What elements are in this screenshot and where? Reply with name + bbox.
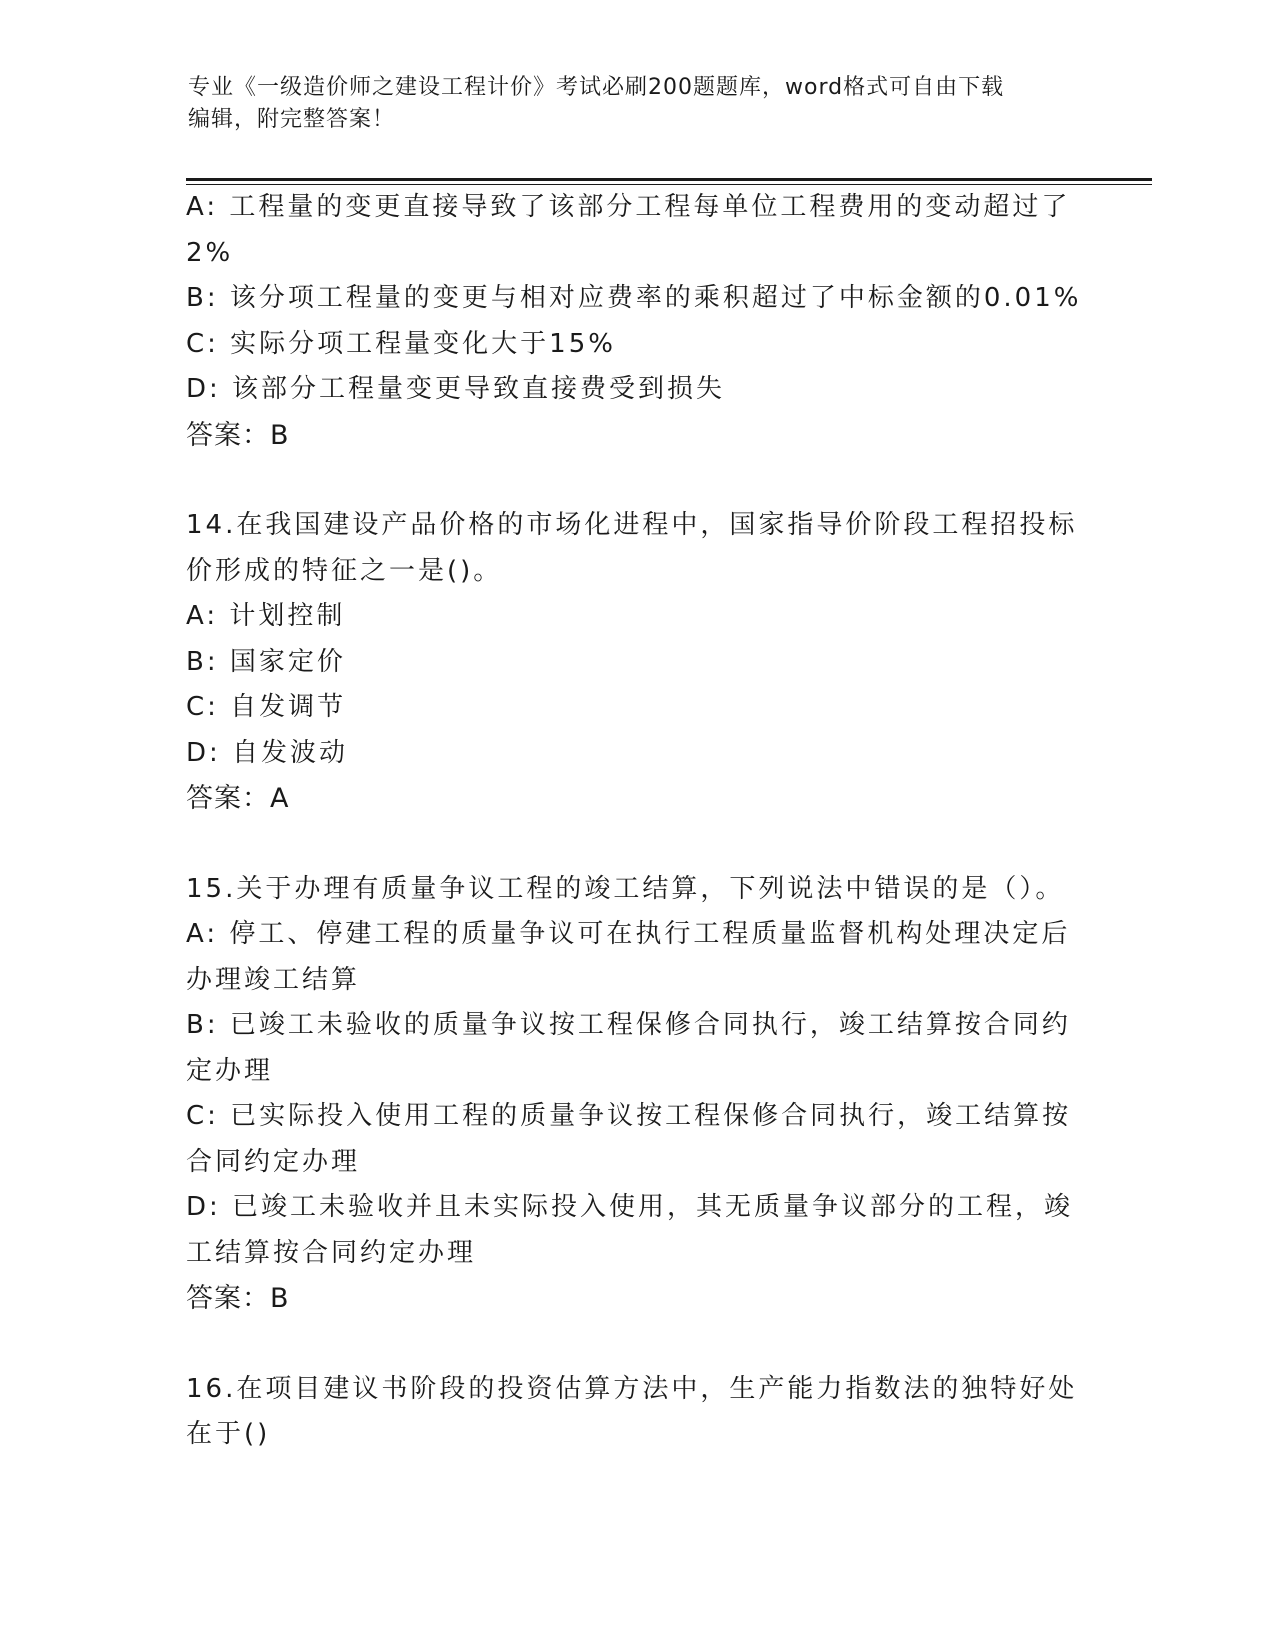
q13-option-a-line-2: 2% xyxy=(186,237,234,268)
q13-option-c: C: 实际分项工程量变化大于15% xyxy=(186,328,616,359)
header-title-line-1: 专业《一级造价师之建设工程计价》考试必刷200题题库，word格式可自由下载 xyxy=(188,75,1005,100)
spacer xyxy=(186,1322,1086,1367)
spacer xyxy=(186,458,1086,503)
q14-stem-line-2: 价形成的特征之一是()。 xyxy=(186,555,503,586)
header-title-line-2: 编辑，附完整答案！ xyxy=(188,107,396,132)
q15-option-b-line-1: B: 已竣工未验收的质量争议按工程保修合同执行，竣工结算按合同约 xyxy=(186,1010,1071,1040)
q16-stem-line-1: 16.在项目建议书阶段的投资估算方法中，生产能力指数法的独特好处 xyxy=(186,1373,1078,1404)
question-14-block xyxy=(186,503,1086,822)
question-13-block xyxy=(186,185,1086,458)
q13-answer: 答案：B xyxy=(186,419,290,451)
q14-option-b: B: 国家定价 xyxy=(186,646,346,677)
header-divider-thick xyxy=(186,178,1152,181)
q14-option-d: D: 自发波动 xyxy=(186,737,349,768)
q13-option-b: B: 该分项工程量的变更与相对应费率的乘积超过了中标金额的0.01% xyxy=(186,283,1082,313)
q16-stem-line-2: 在于() xyxy=(186,1419,271,1449)
q15-option-a-line-1: A: 停工、停建工程的质量争议可在执行工程质量监督机构处理决定后 xyxy=(186,919,1071,949)
q14-option-c: C: 自发调节 xyxy=(186,692,347,722)
spacer xyxy=(186,822,1086,867)
question-list xyxy=(186,185,1086,1458)
q15-option-d-line-1: D: 已竣工未验收并且未实际投入使用，其无质量争议部分的工程，竣 xyxy=(186,1192,1074,1222)
document-header xyxy=(188,72,1088,136)
q14-stem-line-1: 14.在我国建设产品价格的市场化进程中，国家指导价阶段工程招投标 xyxy=(186,510,1078,540)
q15-option-b-line-2: 定办理 xyxy=(186,1055,274,1086)
q15-option-a-line-2: 办理竣工结算 xyxy=(186,964,361,995)
q13-option-a-line-1: A: 工程量的变更直接导致了该部分工程每单位工程费用的变动超过了 xyxy=(186,192,1071,222)
question-16-block xyxy=(186,1367,1086,1458)
q14-option-a: A: 计划控制 xyxy=(186,601,346,631)
question-15-block xyxy=(186,867,1086,1322)
q15-option-d-line-2: 工结算按合同约定办理 xyxy=(186,1237,477,1268)
q15-option-c-line-1: C: 已实际投入使用工程的质量争议按工程保修合同执行，竣工结算按 xyxy=(186,1101,1072,1131)
q14-answer: 答案：A xyxy=(186,783,290,814)
q13-option-d: D: 该部分工程量变更导致直接费受到损失 xyxy=(186,374,726,404)
q15-answer: 答案：B xyxy=(186,1283,290,1314)
q15-stem: 15.关于办理有质量争议工程的竣工结算，下列说法中错误的是（）。 xyxy=(186,873,1065,904)
q15-option-c-line-2: 合同约定办理 xyxy=(186,1146,361,1177)
